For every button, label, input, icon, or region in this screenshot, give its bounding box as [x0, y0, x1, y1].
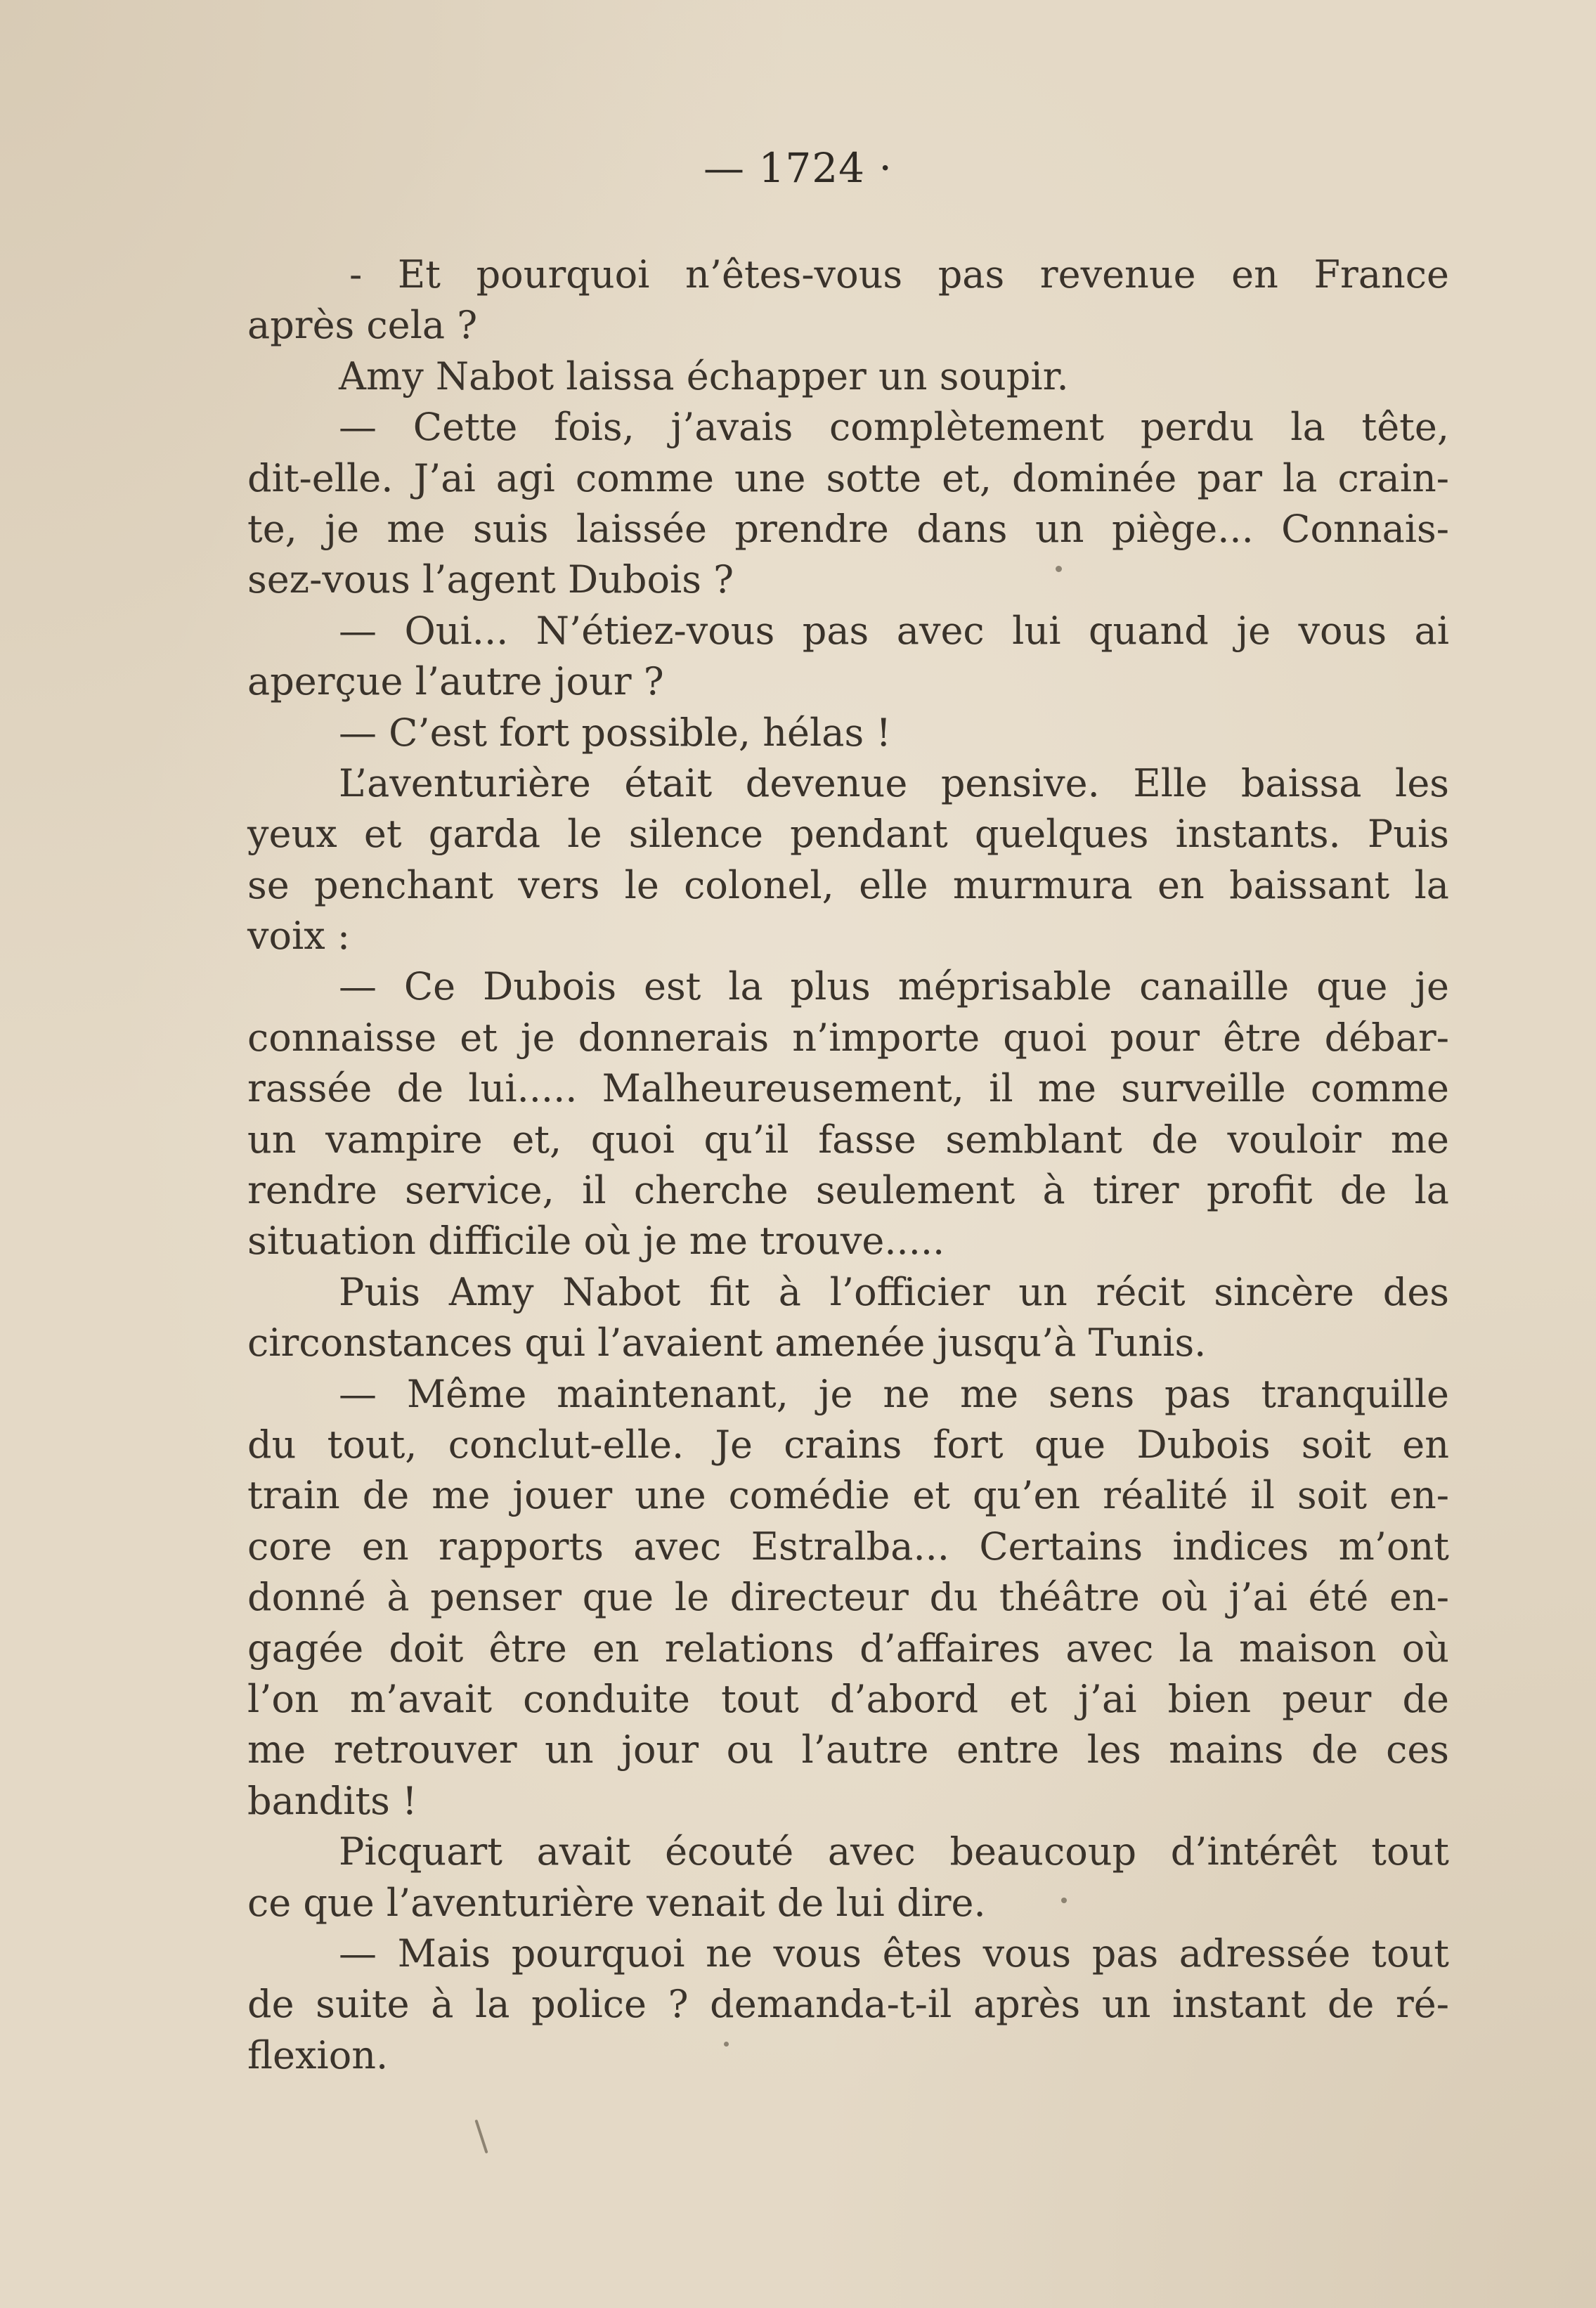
text-line: yeux et garda le silence pendant quelques instants. Puis — [247, 812, 1449, 857]
text-line: — C’est fort possible, hélas ! — [339, 710, 892, 755]
page-number: — 1724 · — [703, 144, 893, 192]
text-line: gagée doit être en relations d’affaires avec la maison où — [247, 1626, 1449, 1671]
text-line: Picquart avait écouté avec beaucoup d’intérêt tout — [339, 1829, 1449, 1874]
text-line: se penchant vers le colonel, elle murmura en baissant la — [247, 862, 1449, 907]
text-line: sez-vous l’agent Dubois ? — [247, 557, 734, 602]
text-line: Amy Nabot laissa échapper un soupir. — [339, 354, 1069, 398]
paper-speck — [474, 2120, 488, 2154]
text-line: ce que l’aventurière venait de lui dire. — [247, 1880, 986, 1925]
text-line: de suite à la police ? demanda-t-il après un instant de ré- — [247, 1982, 1449, 2027]
text-line: rassée de lui..... Malheureusement, il me surveille comme — [247, 1066, 1449, 1111]
text-line: flexion. — [247, 2033, 389, 2077]
text-line: donné à penser que le directeur du théâtre où j’ai été en- — [247, 1575, 1449, 1620]
text-line: connaisse et je donnerais n’importe quoi pour être débar- — [247, 1015, 1449, 1060]
text-line: voix : — [247, 914, 351, 959]
text-line: te, je me suis laissée prendre dans un piège... Connais- — [247, 506, 1449, 551]
text-line: train de me jouer une comédie et qu’en réalité il soit en- — [247, 1473, 1449, 1518]
text-line: core en rapports avec Estralba... Certains indices m’ont — [247, 1524, 1449, 1569]
text-line: aperçue l’autre jour ? — [247, 659, 664, 704]
text-line: - Et pourquoi n’êtes-vous pas revenue en France — [349, 252, 1449, 297]
text-line: circonstances qui l’avaient amenée jusqu’à Tunis. — [247, 1321, 1207, 1366]
text-line: bandits ! — [247, 1778, 417, 1823]
text-line: — Oui... N’étiez-vous pas avec lui quand je vous ai — [339, 608, 1449, 653]
text-line: me retrouver un jour ou l’autre entre les mains de ces — [247, 1727, 1449, 1772]
text-line: après cela ? — [247, 303, 478, 348]
text-line: L’aventurière était devenue pensive. Elle baissa les — [339, 760, 1449, 805]
text-line: situation difficile où je me trouve..... — [247, 1219, 945, 1264]
text-line: — Cette fois, j’avais complètement perdu la tête, — [339, 405, 1449, 450]
text-line: un vampire et, quoi qu’il fasse semblant de vouloir me — [247, 1117, 1449, 1162]
body-text — [247, 249, 1449, 2081]
text-line: du tout, conclut-elle. Je crains fort que Dubois soit en — [247, 1422, 1449, 1467]
paper-speck — [724, 2042, 729, 2047]
paper-speck — [1061, 1898, 1067, 1903]
text-line: — Même maintenant, je ne me sens pas tranquille — [339, 1371, 1449, 1416]
text-line: Puis Amy Nabot fit à l’officier un récit sincère des — [339, 1269, 1449, 1314]
text-line: — Mais pourquoi ne vous êtes vous pas adressée tout — [339, 1931, 1449, 1976]
text-line: l’on m’avait conduite tout d’abord et j’ai bien peur de — [247, 1676, 1449, 1721]
text-line: rendre service, il cherche seulement à tirer profit de la — [247, 1168, 1449, 1213]
text-line: — Ce Dubois est la plus méprisable canaille que je — [339, 964, 1449, 1009]
paper-speck — [1056, 566, 1062, 572]
text-line: dit-elle. J’ai agi comme une sotte et, dominée par la crain- — [247, 455, 1449, 500]
